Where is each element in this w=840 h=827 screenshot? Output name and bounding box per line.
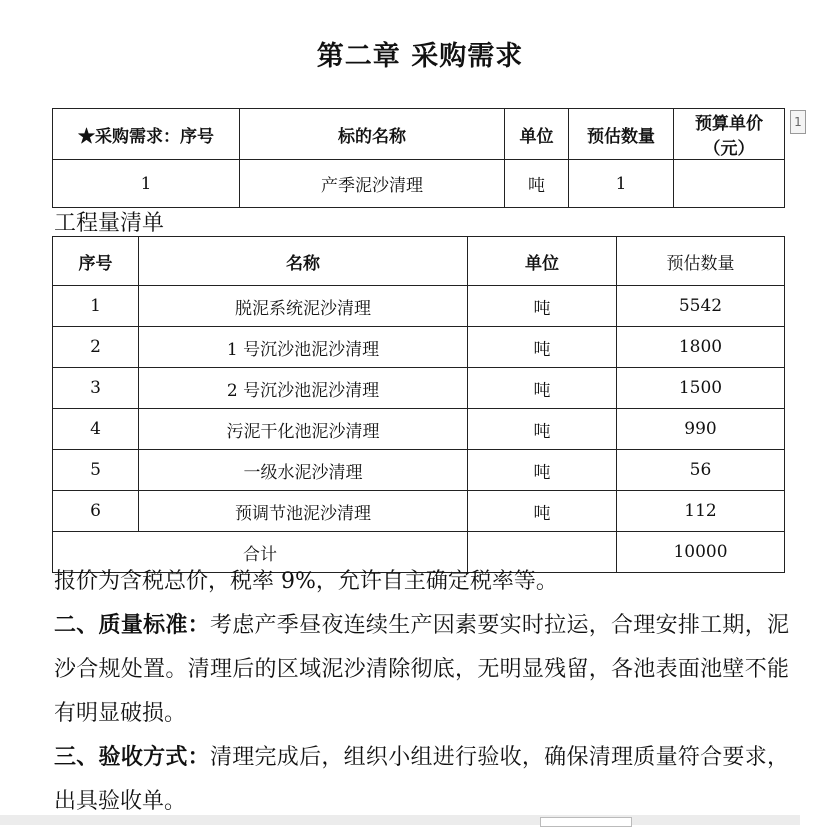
header-item-name: 标的名称	[240, 109, 505, 160]
table-row	[53, 409, 785, 450]
header-budget-unit-price: 预算单价（元）	[674, 109, 785, 160]
table-row	[53, 286, 785, 327]
quality-standard-paragraph	[54, 604, 789, 736]
row-name: 脱泥系统泥沙清理	[139, 286, 468, 327]
row-qty: 1800	[617, 327, 785, 368]
row-unit: 吨	[468, 286, 617, 327]
acceptance-heading: 三、验收方式：	[54, 745, 210, 770]
edge-marker: 1	[790, 110, 806, 134]
q-header-name: 名称	[139, 237, 468, 286]
quality-standard-heading: 二、质量标准：	[54, 613, 210, 638]
row-unit: 吨	[468, 450, 617, 491]
q-header-qty: 预估数量	[617, 237, 785, 286]
q-header-seq: 序号	[53, 237, 139, 286]
q-header-unit: 单位	[468, 237, 617, 286]
row-seq: 6	[53, 491, 139, 532]
row-name: 1 号沉沙池泥沙清理	[139, 327, 468, 368]
total-value: 10000	[617, 532, 785, 573]
row-unit: 吨	[468, 327, 617, 368]
cell-unit: 吨	[505, 160, 569, 208]
cell-qty: 1	[569, 160, 674, 208]
row-seq: 1	[53, 286, 139, 327]
row-name: 一级水泥沙清理	[139, 450, 468, 491]
header-seq: ★采购需求：序号	[53, 109, 240, 160]
quality-standard-text: 考虑产季昼夜连续生产因素要实时拉运，合理安排工期，泥沙合规处置。清理后的区域泥沙清除彻底，无明显残留，各池表面池壁不能有明显破损。	[54, 613, 789, 726]
row-unit: 吨	[468, 368, 617, 409]
table-row	[53, 450, 785, 491]
procurement-summary-table	[52, 108, 785, 208]
header-unit: 单位	[505, 109, 569, 160]
page-title: 第二章 采购需求	[316, 41, 524, 72]
cell-seq: 1	[53, 160, 240, 208]
row-name: 2 号沉沙池泥沙清理	[139, 368, 468, 409]
row-unit: 吨	[468, 491, 617, 532]
row-qty: 5542	[617, 286, 785, 327]
row-qty: 112	[617, 491, 785, 532]
row-qty: 990	[617, 409, 785, 450]
row-name: 预调节池泥沙清理	[139, 491, 468, 532]
quantity-header-row	[53, 237, 785, 286]
table-row	[53, 327, 785, 368]
bottom-toolbar-box	[540, 817, 632, 827]
row-unit: 吨	[468, 409, 617, 450]
acceptance-paragraph	[54, 736, 789, 824]
summary-row	[53, 160, 785, 208]
acceptance-text: 清理完成后，组织小组进行验收，确保清理质量符合要求，出具验收单。	[54, 745, 789, 814]
row-seq: 2	[53, 327, 139, 368]
summary-header-row	[53, 109, 785, 160]
row-seq: 4	[53, 409, 139, 450]
bottom-toolbar-strip	[0, 815, 800, 825]
price-note: 报价为含税总价，税率 9%，允许自主确定税率等。	[54, 569, 558, 594]
quantity-list-table	[52, 236, 785, 573]
header-estimated-qty: 预估数量	[569, 109, 674, 160]
row-name: 污泥干化池泥沙清理	[139, 409, 468, 450]
cell-item-name: 产季泥沙清理	[240, 160, 505, 208]
cell-price	[674, 160, 785, 208]
quantity-list-heading: 工程量清单	[54, 211, 165, 236]
row-seq: 3	[53, 368, 139, 409]
row-qty: 1500	[617, 368, 785, 409]
total-label: 合计	[53, 532, 468, 573]
table-row	[53, 368, 785, 409]
table-row	[53, 491, 785, 532]
row-qty: 56	[617, 450, 785, 491]
row-seq: 5	[53, 450, 139, 491]
